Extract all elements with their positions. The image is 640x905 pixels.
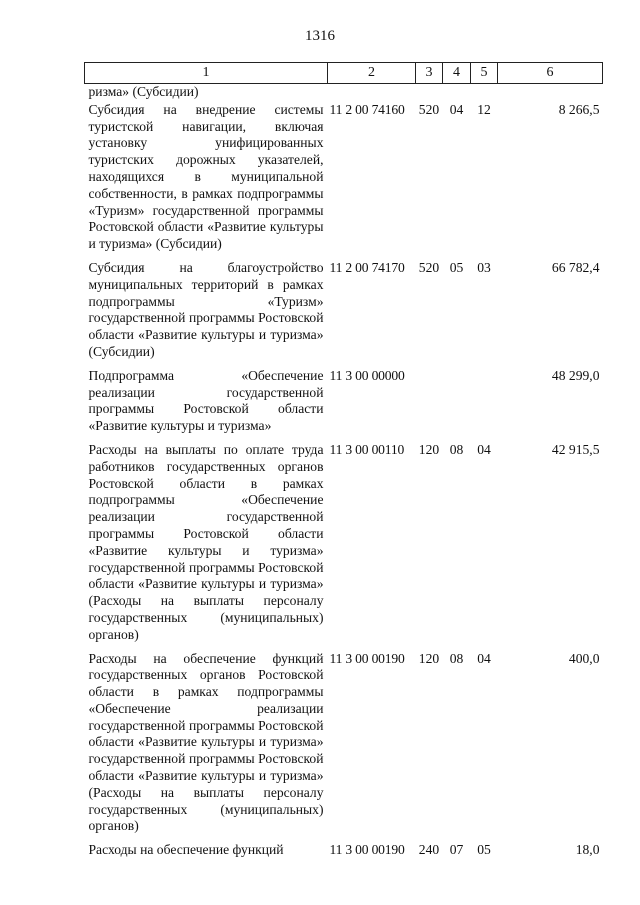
header-col-3: 3 <box>416 63 443 84</box>
row-pr: 03 <box>477 259 491 275</box>
row-vr <box>416 368 443 442</box>
row-vr: 520 <box>418 259 440 275</box>
row-code: 11 3 00 00000 <box>329 367 405 383</box>
table-row <box>85 651 603 843</box>
header-col-1: 1 <box>85 63 328 84</box>
row-vr: 520 <box>418 101 440 117</box>
budget-table <box>84 62 603 866</box>
row-code <box>328 84 416 102</box>
header-col-6: 6 <box>498 63 603 84</box>
row-vr: 120 <box>418 650 440 666</box>
row-pr: 12 <box>477 101 491 117</box>
row-code: 11 3 00 00190 <box>329 842 405 858</box>
header-col-2: 2 <box>328 63 416 84</box>
row-rz: 08 <box>449 650 464 666</box>
table-header <box>85 63 603 84</box>
row-code: 11 3 00 00110 <box>329 441 405 457</box>
row-name: Расходы на обеспечение функций <box>88 842 284 858</box>
row-pr: 04 <box>477 650 491 666</box>
table-row <box>85 84 603 102</box>
row-sum: 8 266,5 <box>558 101 600 117</box>
table-row <box>85 842 603 866</box>
row-rz: 05 <box>449 259 464 275</box>
row-name: Субсидия на внедрение системы туристской навигации, включая установку унифицированных туристских дорожных указателей, находящихся в муниципальной собственности, в рамках подпрограммы «Туризм» государственной программы Ростовской области «Развитие культуры и туризма» (Субсидии) <box>88 101 324 252</box>
table-row <box>85 260 603 368</box>
row-pr: 04 <box>477 441 491 457</box>
row-name: ризма» (Субсидии) <box>88 84 199 99</box>
row-rz <box>443 84 471 102</box>
header-col-4: 4 <box>443 63 471 84</box>
row-code: 11 2 00 74160 <box>329 101 405 117</box>
row-pr <box>471 368 498 442</box>
row-code: 11 2 00 74170 <box>329 259 405 275</box>
row-code: 11 3 00 00190 <box>329 650 405 666</box>
row-vr <box>416 84 443 102</box>
table-row <box>85 368 603 442</box>
row-rz: 07 <box>449 842 464 858</box>
row-sum: 66 782,4 <box>551 259 600 275</box>
table-row <box>85 102 603 260</box>
row-rz: 08 <box>449 441 464 457</box>
page-number: 1316 <box>305 28 335 44</box>
row-sum: 18,0 <box>575 842 600 858</box>
row-sum: 42 915,5 <box>551 441 600 457</box>
row-name: Субсидия на благоустройство муниципальных территорий в рамках подпрограммы «Туризм» государственной программы Ростовской области «Развитие культуры и туризма» (Субсидии) <box>88 259 324 359</box>
row-rz: 04 <box>449 101 464 117</box>
row-name: Подпрограмма «Обеспечение реализации государственной программы Ростовской области «Развитие культуры и туризма» <box>88 367 324 434</box>
row-sum: 48 299,0 <box>551 367 600 383</box>
row-name: Расходы на выплаты по оплате труда работников государственных органов Ростовской области в рамках подпрограммы «Обеспечение реализации государственной программы Ростовской области «Развитие культуры и туризма» государственной программы Ростовской области «Развитие культуры и туризма» (Расходы на выплаты персоналу государственных (муниципальных) органов) <box>88 441 324 642</box>
table-row <box>85 442 603 651</box>
row-vr: 120 <box>418 441 440 457</box>
row-pr <box>471 84 498 102</box>
row-rz <box>443 368 471 442</box>
row-pr: 05 <box>477 842 491 858</box>
row-sum: 400,0 <box>568 650 600 666</box>
row-sum <box>498 84 603 102</box>
row-vr: 240 <box>418 842 440 858</box>
header-col-5: 5 <box>471 63 498 84</box>
table-body <box>85 84 603 867</box>
row-name: Расходы на обеспечение функций государственных органов Ростовской области в рамках подпрограммы «Обеспечение реализации государственной программы Ростовской области «Развитие культуры и туризма» государственной программы Ростовской области «Развитие культуры и туризма» (Расходы на выплаты персоналу государственных (муниципальных) органов) <box>88 650 324 834</box>
